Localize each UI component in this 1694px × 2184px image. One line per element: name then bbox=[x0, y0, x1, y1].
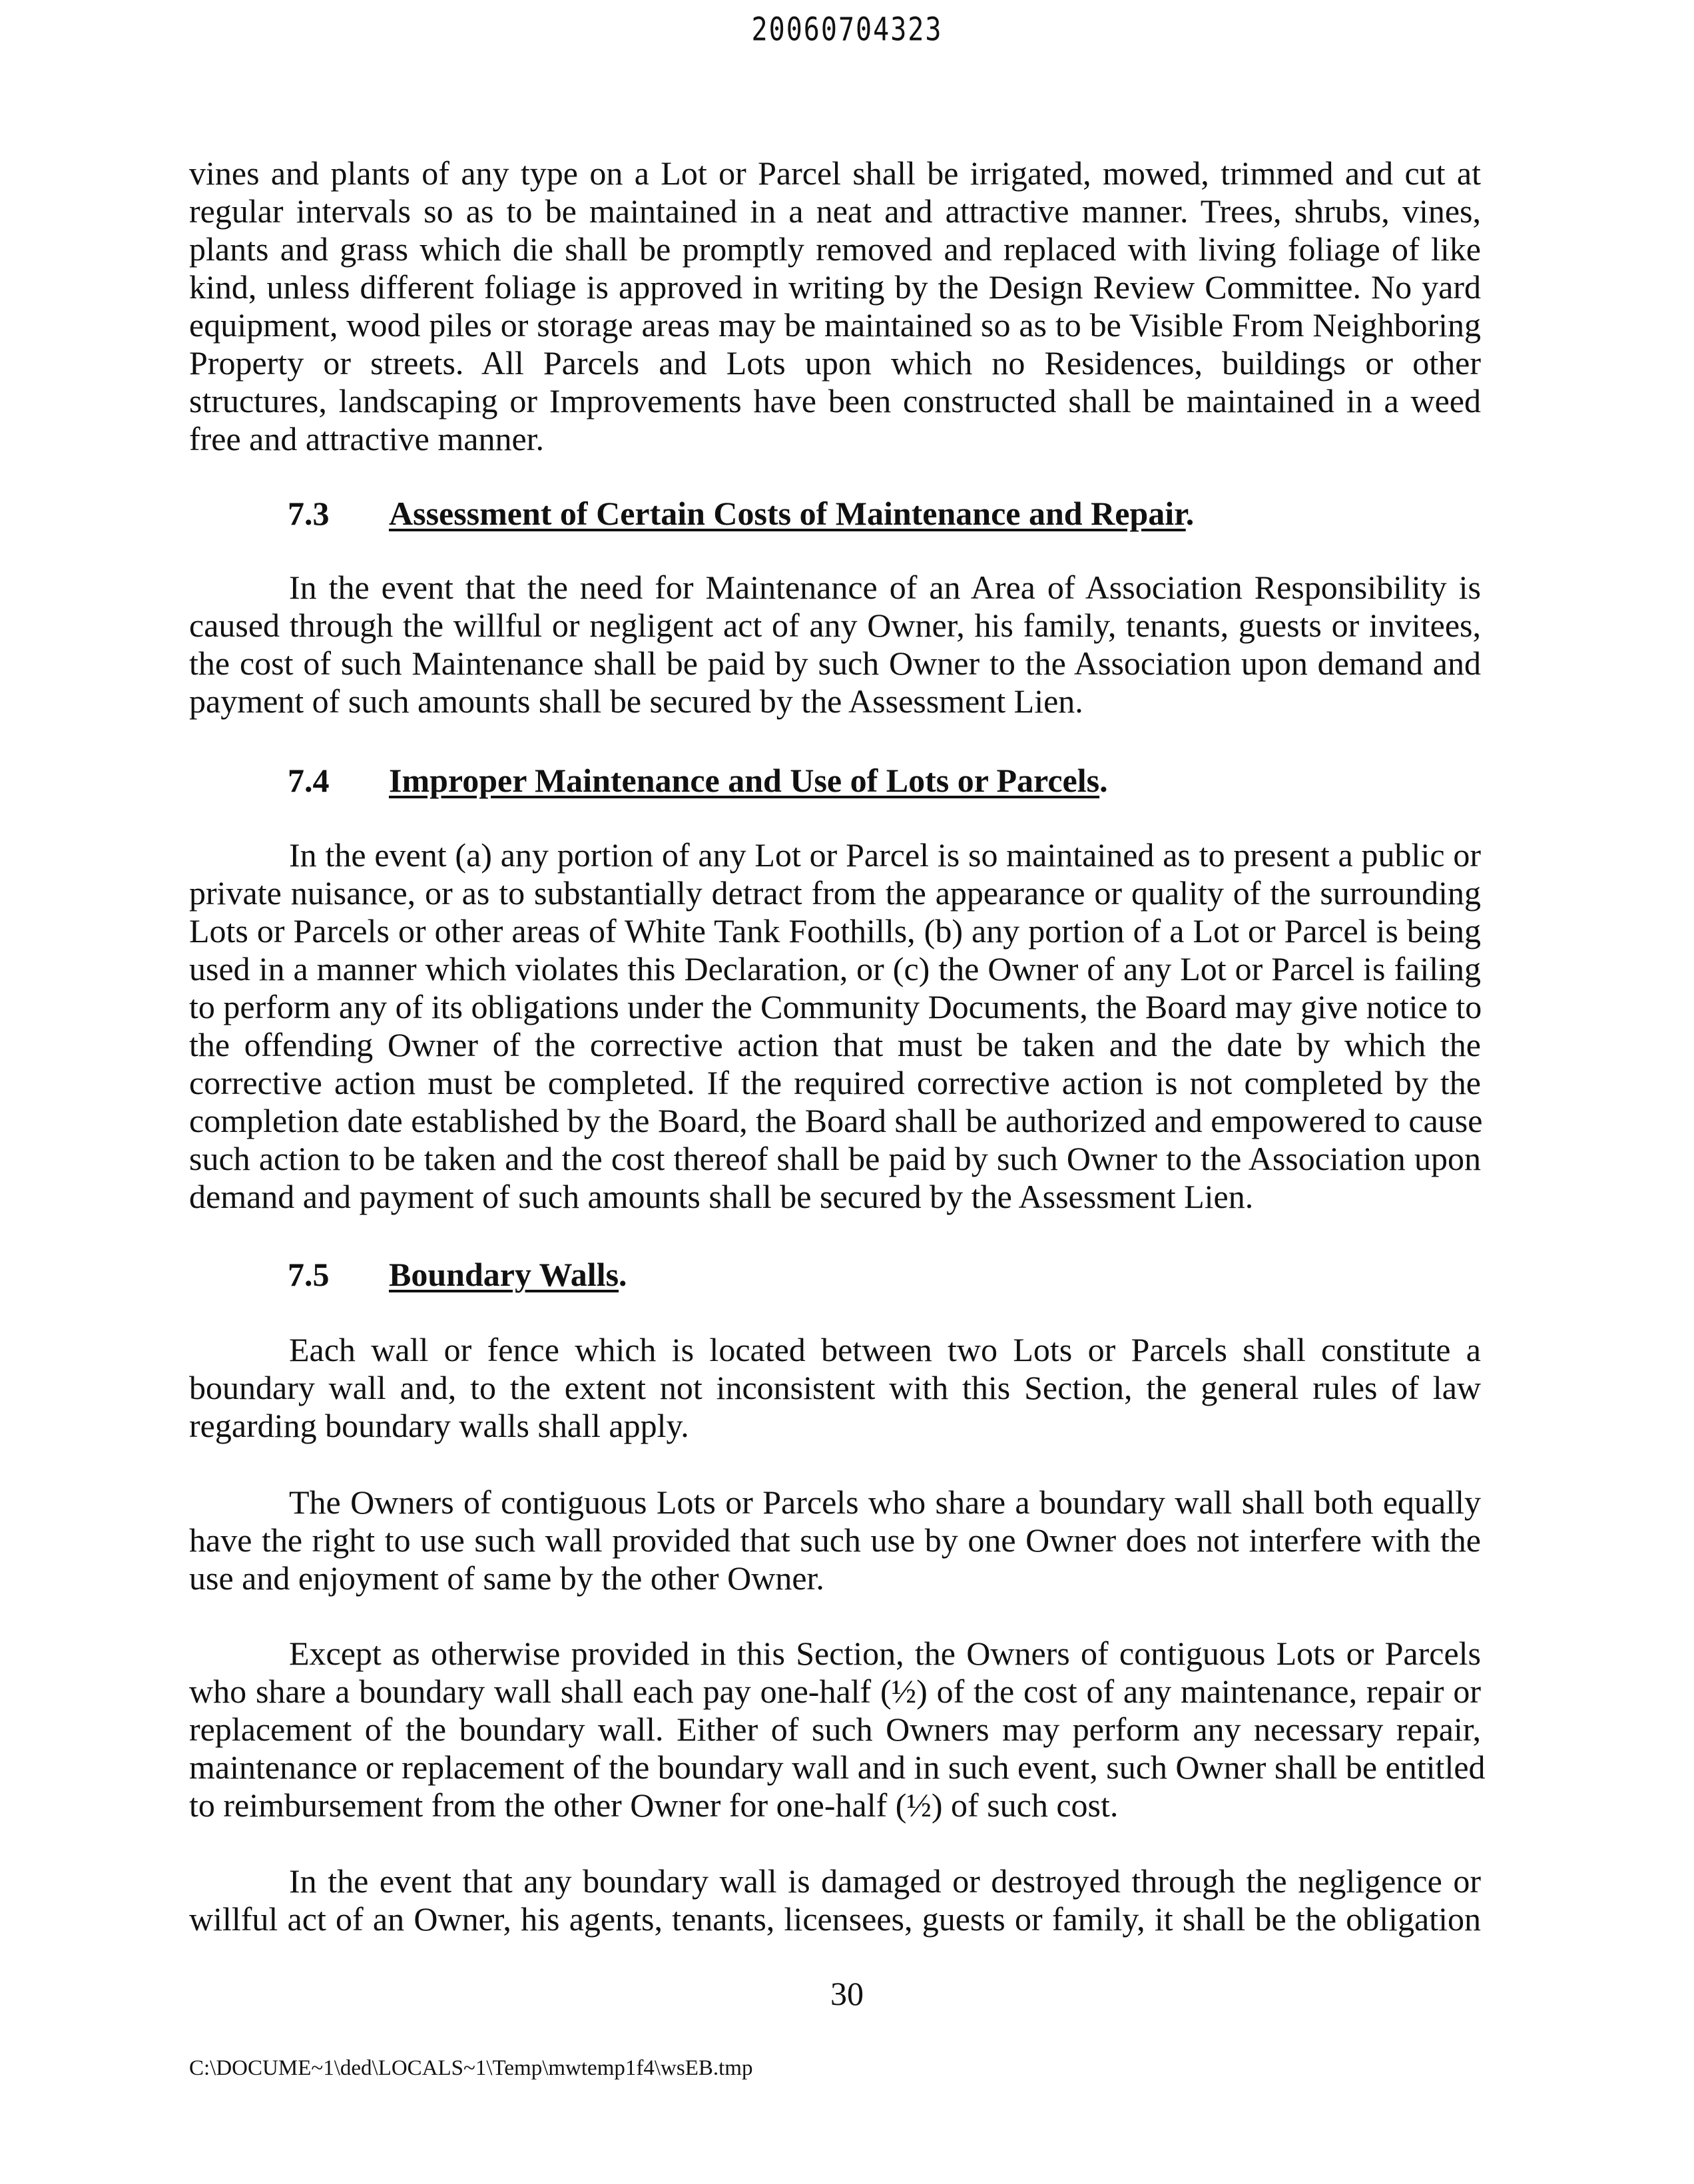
text-line: Each wall or fence which is located between two Lots or Parcels shall constitute a bbox=[289, 1331, 1481, 1368]
text-line: boundary wall and, to the extent not inconsistent with this Section, the general rules of law bbox=[189, 1369, 1481, 1406]
section-title: Boundary Walls bbox=[389, 1256, 619, 1293]
section-heading bbox=[288, 762, 1108, 800]
section-number: 7.4 bbox=[288, 762, 330, 799]
paragraph bbox=[189, 1484, 1481, 1597]
paragraph bbox=[189, 1862, 1481, 1938]
footer-file-path: C:\DOCUME~1\ded\LOCALS~1\Temp\mwtemp1f4\wsEB.tmp bbox=[189, 2056, 753, 2080]
section-heading bbox=[288, 495, 1194, 533]
section-heading bbox=[288, 1256, 627, 1294]
paragraph bbox=[189, 569, 1481, 720]
text-line: who share a boundary wall shall each pay one-half (½) of the cost of any maintenance, repair or bbox=[189, 1673, 1481, 1710]
text-line: plants and grass which die shall be promptly removed and replaced with living foliage of like bbox=[189, 230, 1481, 268]
text-line: the offending Owner of the corrective action that must be taken and the date by which the bbox=[189, 1026, 1481, 1063]
paragraph bbox=[189, 1635, 1486, 1824]
text-line: The Owners of contiguous Lots or Parcels who share a boundary wall shall both equally bbox=[289, 1484, 1481, 1521]
section-title: Improper Maintenance and Use of Lots or Parcels bbox=[389, 762, 1100, 799]
text-line: to perform any of its obligations under the Community Documents, the Board may give notice to bbox=[189, 988, 1482, 1025]
page-number: 30 bbox=[830, 1975, 864, 2012]
text-line: maintenance or replacement of the boundary wall and in such event, such Owner shall be entitled bbox=[189, 1749, 1486, 1786]
text-line: equipment, wood piles or storage areas may be maintained so as to be Visible From Neighboring bbox=[189, 306, 1481, 344]
text-line: kind, unless different foliage is approved in writing by the Design Review Committee. No yard bbox=[189, 268, 1481, 306]
text-line: willful act of an Owner, his agents, tenants, licensees, guests or family, it shall be the obligation bbox=[189, 1900, 1481, 1938]
text-line: used in a manner which violates this Declaration, or (c) the Owner of any Lot or Parcel is failing bbox=[189, 950, 1481, 987]
text-line: Except as otherwise provided in this Section, the Owners of contiguous Lots or Parcels bbox=[289, 1635, 1481, 1672]
text-line: replacement of the boundary wall. Either of such Owners may perform any necessary repair, bbox=[189, 1711, 1481, 1748]
section-number: 7.5 bbox=[288, 1256, 330, 1293]
text-line: caused through the willful or negligent act of any Owner, his family, tenants, guests or invitees, bbox=[189, 607, 1481, 644]
text-line: completion date established by the Board, the Board shall be authorized and empowered to cause bbox=[189, 1102, 1483, 1139]
text-line: the cost of such Maintenance shall be paid by such Owner to the Association upon demand and bbox=[189, 645, 1481, 682]
text-line: such action to be taken and the cost thereof shall be paid by such Owner to the Association upon bbox=[189, 1140, 1481, 1177]
text-line: regarding boundary walls shall apply. bbox=[189, 1407, 689, 1444]
section-title-punct: . bbox=[1185, 495, 1195, 532]
paragraph bbox=[189, 154, 1481, 458]
text-line: In the event that the need for Maintenance of an Area of Association Responsibility is bbox=[289, 569, 1481, 606]
text-line: have the right to use such wall provided that such use by one Owner does not interfere with the bbox=[189, 1521, 1481, 1559]
text-line: private nuisance, or as to substantially detract from the appearance or quality of the surrounding bbox=[189, 874, 1481, 912]
section-title: Assessment of Certain Costs of Maintenance and Repair bbox=[389, 495, 1186, 532]
text-line: Property or streets. All Parcels and Lots upon which no Residences, buildings or other bbox=[189, 344, 1481, 382]
text-line: to reimbursement from the other Owner for one-half (½) of such cost. bbox=[189, 1786, 1119, 1824]
text-line: demand and payment of such amounts shall be secured by the Assessment Lien. bbox=[189, 1178, 1254, 1215]
text-line: vines and plants of any type on a Lot or Parcel shall be irrigated, mowed, trimmed and cut at bbox=[189, 154, 1481, 192]
section-number: 7.3 bbox=[288, 495, 330, 532]
paragraph bbox=[189, 836, 1481, 1216]
paragraph bbox=[189, 1331, 1481, 1445]
text-line: corrective action must be completed. If the required corrective action is not completed by the bbox=[189, 1064, 1481, 1101]
text-line: regular intervals so as to be maintained in a neat and attractive manner. Trees, shrubs, vines, bbox=[189, 192, 1481, 230]
text-line: payment of such amounts shall be secured by the Assessment Lien. bbox=[189, 682, 1083, 720]
section-title-punct: . bbox=[1099, 762, 1108, 799]
text-line: In the event that any boundary wall is damaged or destroyed through the negligence or bbox=[289, 1862, 1481, 1900]
text-line: In the event (a) any portion of any Lot or Parcel is so maintained as to present a public or bbox=[289, 836, 1481, 874]
text-line: use and enjoyment of same by the other Owner. bbox=[189, 1559, 824, 1597]
text-line: free and attractive manner. bbox=[189, 420, 545, 457]
text-line: Lots or Parcels or other areas of White Tank Foothills, (b) any portion of a Lot or Parcel is being bbox=[189, 912, 1481, 950]
document-number: 20060704323 bbox=[751, 11, 943, 49]
section-title-punct: . bbox=[619, 1256, 627, 1293]
text-line: structures, landscaping or Improvements have been constructed shall be maintained in a weed bbox=[189, 382, 1481, 419]
